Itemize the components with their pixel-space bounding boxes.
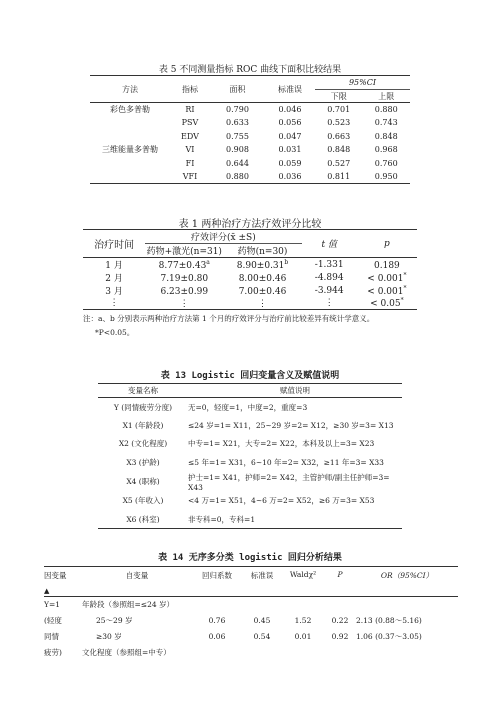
table-row: 疲劳) 文化程度（参照组=中专） [44,648,171,657]
table-row: ⋮ ⋮ ⋮ ⋮ < 0.05* [83,297,417,310]
table1-note-p: *P<0.05。 [95,328,135,337]
table5-header-ci: 95%CI [315,76,410,90]
table-row: 2 月 7.19±0.80 8.00±0.46 -4.894 < 0.001* [105,271,407,284]
table1 [83,229,417,338]
table-row: X2 (文化程度) 中专=1= X21，大专=2= X22，本科及以上=3= X23 [118,439,375,449]
table-row: 1 月 8.77±0.43$^a$ 8.90±0.31$^b$ -1.331 0.189 [105,258,400,271]
table14-header-se: 标准误 [250,571,274,580]
table5-header-method: 方法 [90,76,170,103]
table1-note: 注：a、b 分别表示两种治疗方法第 1 个月的疗效评分与治疗前比较差异有统计学意义。 [83,314,375,323]
table5-header-upper: 上限 [378,91,395,101]
table-row: X4 (职称) 护士=1= X41，护师=2= X42，主管护师/副主任护师=3= X43 [126,472,390,492]
table-row: Y (同情疲劳分度) 无=0，轻度=1，中度=2，重度=3 [113,402,308,412]
table-row: 彩色多普勒 RI 0.790 0.046 0.701 0.880 [110,105,398,114]
table5-header-index: 指标 [170,76,210,103]
table-row: 3 月 6.23±0.99 7.00±0.46 -3.944 < 0.001* [105,284,407,297]
table1-caption: 表 1 两种治疗方法疗效评分比较 [178,219,322,230]
table13 [98,383,402,529]
table-row: X6 (科室) 非专科=0，专科=1 [98,510,402,529]
table-row: FI 0.644 0.059 0.527 0.760 [185,158,398,168]
table-row: X5 (年收入) <4 万=1= X51，4~6 万=2= X52，≥6 万=3= X53 [122,496,375,506]
table1-header-score: 疗效评分(x̄ ±S) [145,230,301,244]
table1-header-p: p [357,230,417,258]
table14-header-dep: 因变量 ▲ [44,567,82,597]
table14-header-p: P [337,570,343,579]
table-row: 三维能量多普勒 VI 0.908 0.031 0.848 0.968 [102,145,398,155]
table-row: X3 (护龄) ≤5 年=1= X31，6~10 年=2= X32，≥11 年=3= X33 [126,457,384,467]
table13-caption: 表 13 Logistic 回归变量含义及赋值说明 [160,371,340,381]
table13-header-name: 变量名称 [128,386,158,395]
table5-header-lower: 下限 [330,91,347,101]
table1-header-g1: 药物+激光(n=31) [146,247,222,257]
table-row: EDV 0.755 0.047 0.663 0.848 [181,131,398,141]
table-row: (轻度 25～29 岁 0.76 0.45 1.52 0.22 2.13 (0.88～5.16) [44,616,422,625]
table14-header-or: OR（95%CI） [380,571,434,580]
table14 [44,566,458,661]
table5-caption: 表 5 不同测量指标 ROC 曲线下面积比较结果 [158,65,342,75]
triangle-icon: ▲ [44,587,50,595]
table1-header-g2: 药物(n=30) [237,247,288,257]
table-row: 同情 ≥30 岁 0.06 0.54 0.01 0.92 1.06 (0.37～3.05) [44,632,422,641]
table-row: X1 (年龄段) ≤24 岁=1= X11，25~29 岁=2= X12，≥30 岁=3= X13 [122,420,394,430]
table-row: VFI 0.880 0.036 0.811 0.950 [90,170,410,184]
table14-header-wald: Waldχ² [289,570,317,579]
table14-header-coef: 回归系数 [202,571,232,580]
table14-caption: 表 14 无序多分类 logistic 回归分析结果 [158,553,342,563]
table1-header-t: t 值 [302,230,357,258]
table13-header-value: 赋值说明 [280,386,310,395]
table5 [90,75,410,184]
table1-header-time: 治疗时间 [83,230,145,258]
table-row: Y=1 年龄段（参照组=≤24 岁） [44,600,174,610]
table14-header-ind: 自变量 [125,571,149,580]
table5-header-area: 面积 [210,76,265,103]
table5-header-se: 标准误 [265,76,315,103]
table-row: PSV 0.633 0.056 0.523 0.743 [181,118,398,128]
